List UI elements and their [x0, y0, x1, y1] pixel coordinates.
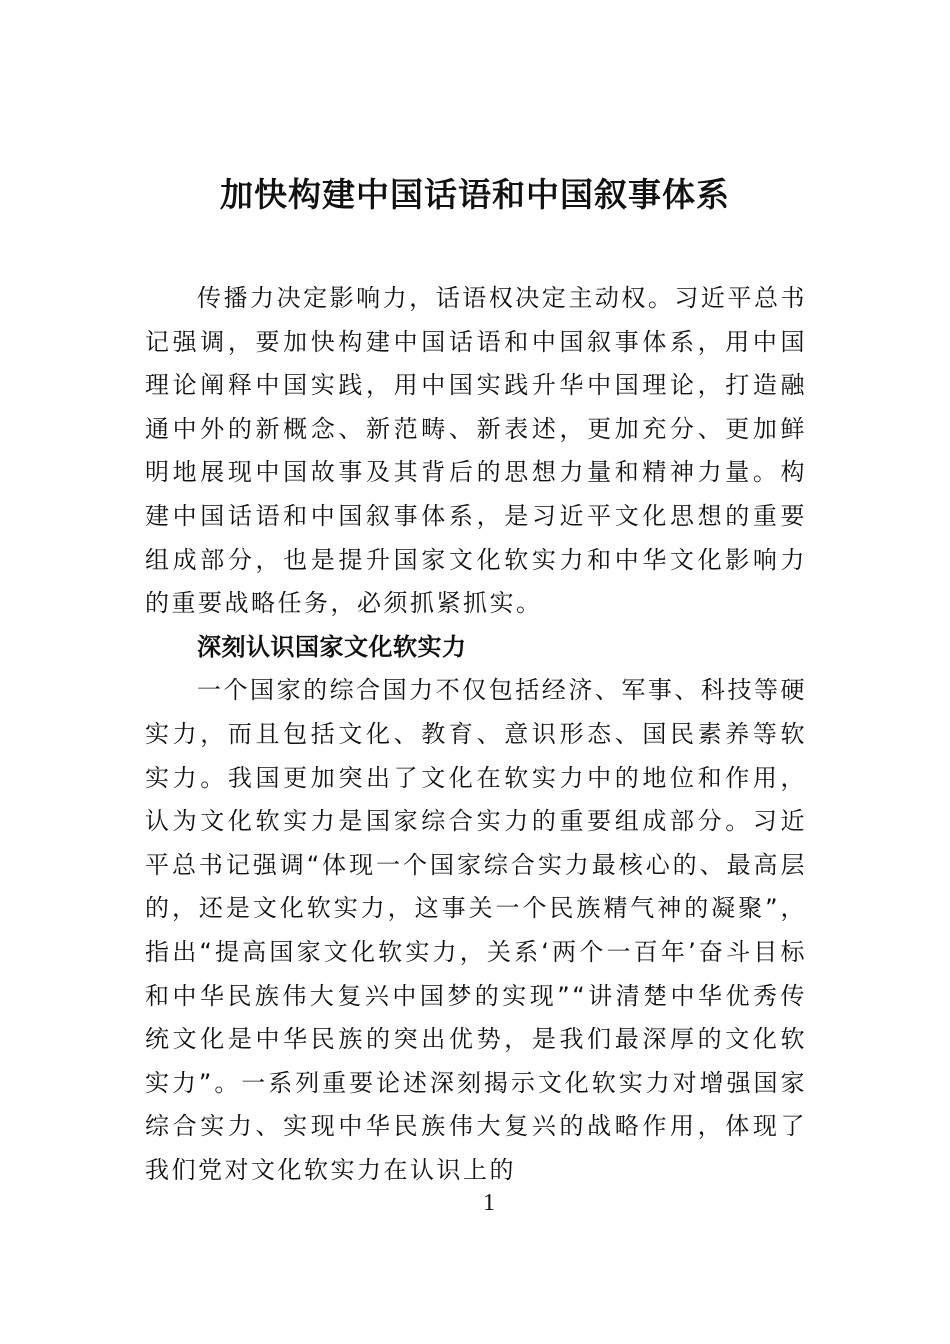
page-number: 1	[483, 1190, 495, 1216]
section-heading: 深刻认识国家文化软实力	[197, 632, 467, 661]
intro-paragraph: 传播力决定影响力，话语权决定主动权。习近平总书记强调，要加快构建中国话语和中国叙事体系，用中国理论阐释中国实践，用中国实践升华中国理论，打造融通中外的新概念、新范畴、新表述，更加充分、更加鲜明地展现中国故事及其背后的思想力量和精神力量。构建中国话语和中国叙事体系，是习近平文化思想的重要组成部分，也是提升国家文化软实力和中华文化影响力的重要战略任务，必须抓紧抓实。	[145, 284, 807, 618]
document-body	[145, 277, 807, 1192]
body-paragraph: 一个国家的综合国力不仅包括经济、军事、科技等硬实力，而且包括文化、教育、意识形态、国民素养等软实力。我国更加突出了文化在软实力中的地位和作用，认为文化软实力是国家综合实力的重要组成部分。习近平总书记强调“体现一个国家综合实力最核心的、最高层的，还是文化软实力，这事关一个民族精气神的凝聚”，指出“提高国家文化软实力，关系‘两个一百年’奋斗目标和中华民族伟大复兴中国梦的实现”“讲清楚中华优秀传统文化是中华民族的突出优势，是我们最深厚的文化软实力”。一系列重要论述深刻揭示文化软实力对增强国家综合实力、实现中华民族伟大复兴的战略作用，体现了我们党对文化软实力在认识上的	[145, 676, 807, 1184]
document-title: 加快构建中国话语和中国叙事体系	[220, 175, 730, 214]
